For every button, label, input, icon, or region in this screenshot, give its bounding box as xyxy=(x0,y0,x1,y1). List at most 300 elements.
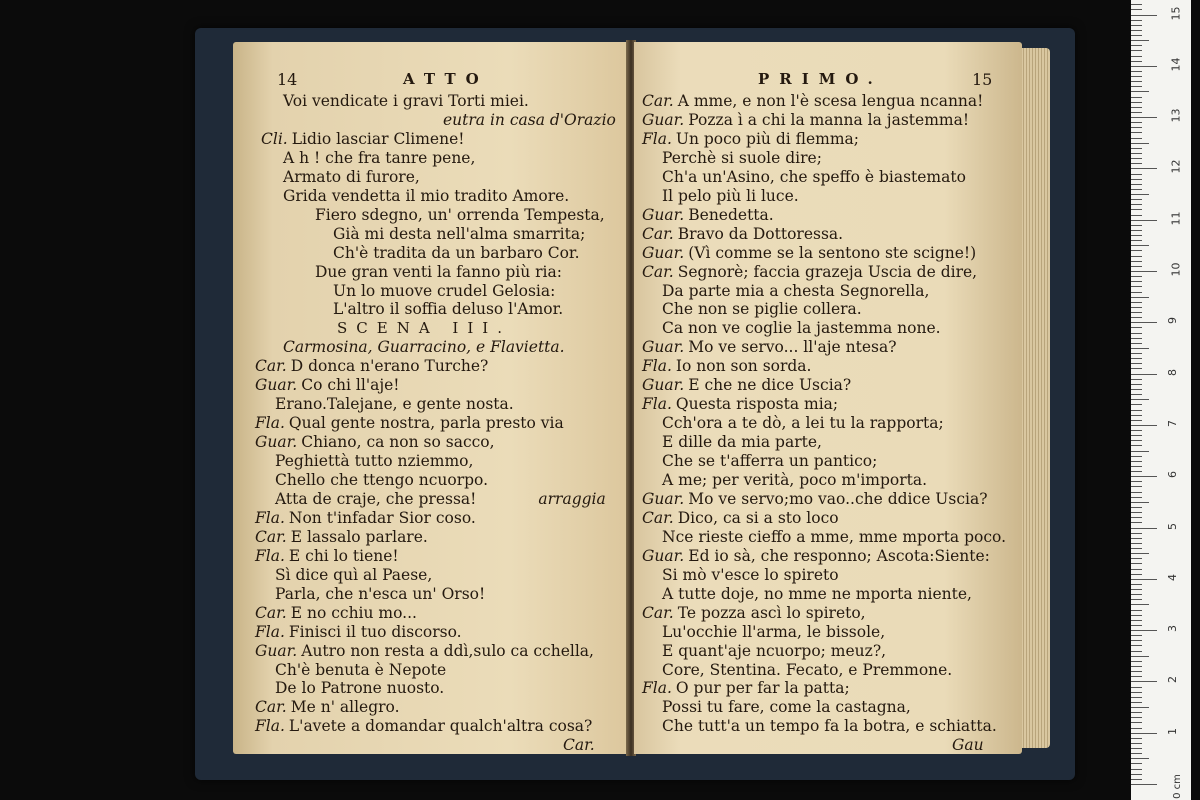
ruler-number: 3 xyxy=(1166,625,1179,633)
text-line xyxy=(333,244,580,263)
ruler-tick xyxy=(1131,461,1142,462)
ruler-tick xyxy=(1131,76,1142,77)
page-edges xyxy=(1018,48,1050,748)
ruler-tick xyxy=(1131,681,1157,682)
line-text: Da parte mia a chesta Segnorella, xyxy=(662,281,930,300)
ruler-tick xyxy=(1131,286,1142,287)
line-text: A me; per verità, poco m'importa. xyxy=(662,471,928,489)
text-line xyxy=(255,547,399,566)
ruler-tick xyxy=(1131,45,1142,46)
ruler-tick xyxy=(1131,779,1142,780)
text-line xyxy=(662,319,941,338)
ruler-tick xyxy=(1131,563,1142,564)
ruler-number: 5 xyxy=(1166,522,1179,530)
text-line xyxy=(315,263,562,282)
ruler-tick xyxy=(1131,712,1142,713)
ruler-tick xyxy=(1131,138,1142,139)
text-line xyxy=(662,433,822,452)
line-text: L'altro il soffia deluso l'Amor. xyxy=(333,300,564,319)
ruler-tick xyxy=(1131,245,1149,246)
ruler-tick xyxy=(1131,599,1142,600)
text-line xyxy=(662,452,877,471)
text-line xyxy=(563,736,595,754)
speaker-label: Car. xyxy=(642,603,674,622)
text-line xyxy=(275,585,485,604)
right-header xyxy=(634,70,1022,92)
text-line xyxy=(275,395,514,414)
line-text: (Vì comme se la sentono ste scigne!) xyxy=(688,243,977,262)
ruler-tick xyxy=(1131,692,1142,693)
speaker-label: Car. xyxy=(255,357,287,376)
ruler-tick xyxy=(1131,671,1142,672)
line-text: Autro non resta a ddì,sulo ca cchella, xyxy=(301,641,594,660)
ruler-tick xyxy=(1131,558,1142,559)
line-text: O pur per far la patta; xyxy=(675,679,850,698)
text-line xyxy=(337,319,511,338)
line-text: Car. xyxy=(563,736,595,754)
ruler-tick xyxy=(1131,127,1142,128)
ruler-tick xyxy=(1131,481,1142,482)
ruler-tick xyxy=(1131,466,1142,467)
ruler-number: 9 xyxy=(1166,317,1179,325)
ruler-tick xyxy=(1131,774,1142,775)
speaker-label: Car. xyxy=(642,92,674,110)
text-line xyxy=(261,130,465,149)
ruler-tick xyxy=(1131,399,1149,400)
text-line xyxy=(283,187,569,206)
ruler-tick xyxy=(1131,40,1149,41)
ruler-tick xyxy=(1131,425,1157,426)
ruler-tick xyxy=(1131,179,1142,180)
ruler-tick xyxy=(1131,297,1149,298)
speaker-label: Car. xyxy=(642,262,674,281)
speaker-label: Car. xyxy=(255,603,287,622)
ruler-tick xyxy=(1131,548,1142,549)
ruler-unit-label: 0 cm xyxy=(1171,774,1183,799)
line-text: Voi vendicate i gravi Torti miei. xyxy=(283,92,529,110)
text-line xyxy=(642,244,976,263)
line-text: Già mi desta nell'alma smarrita; xyxy=(333,224,586,243)
text-line xyxy=(275,679,444,698)
ruler-tick xyxy=(1131,784,1157,785)
ruler-tick xyxy=(1131,25,1142,26)
text-line xyxy=(662,471,927,490)
ruler-tick xyxy=(1131,728,1142,729)
ruler-tick xyxy=(1131,579,1157,580)
line-text: eutra in casa d'Orazio xyxy=(443,110,616,129)
stage-direction: arraggia xyxy=(538,489,606,508)
line-text: E dille da mia parte, xyxy=(662,433,822,452)
ruler-tick xyxy=(1131,317,1142,318)
line-text: Atta de craje, che pressa! xyxy=(275,489,477,508)
text-line xyxy=(662,528,1006,547)
ruler-tick xyxy=(1131,707,1149,708)
ruler-tick xyxy=(1131,763,1142,764)
ruler-tick xyxy=(1131,533,1142,534)
ruler-tick xyxy=(1131,307,1142,308)
ruler-tick xyxy=(1131,538,1142,539)
ruler-tick xyxy=(1131,215,1142,216)
speaker-label: Fla. xyxy=(255,717,285,736)
ruler-number: 11 xyxy=(1169,211,1183,226)
speaker-label: Fla. xyxy=(642,395,672,414)
ruler-tick xyxy=(1131,584,1142,585)
ruler-tick xyxy=(1131,733,1157,734)
ruler-tick xyxy=(1131,158,1142,159)
ruler-tick xyxy=(1131,497,1142,498)
line-text: Grida vendetta il mio tradito Amore. xyxy=(283,186,570,205)
text-line xyxy=(642,130,859,149)
line-text: Due gran venti la fanno più ria: xyxy=(315,262,562,281)
left-page xyxy=(233,42,629,754)
line-text: E no cchiu mo... xyxy=(290,603,417,622)
ruler-number: 15 xyxy=(1169,6,1183,20)
line-text: Ch'è tradita da un barbaro Cor. xyxy=(333,243,580,262)
ruler-number: 6 xyxy=(1166,471,1179,479)
ruler-tick xyxy=(1131,81,1142,82)
ruler-tick xyxy=(1131,194,1149,195)
ruler-tick xyxy=(1131,666,1142,667)
text-line xyxy=(275,471,488,490)
right-running-title: PRIMO. xyxy=(758,70,883,88)
ruler-tick xyxy=(1131,102,1142,103)
ruler-tick xyxy=(1131,394,1142,395)
text-line xyxy=(662,566,839,585)
text-line xyxy=(642,225,843,244)
ruler-number: 14 xyxy=(1169,57,1183,72)
line-text: A h ! che fra tanre pene, xyxy=(283,148,476,167)
ruler-number: 4 xyxy=(1166,573,1179,581)
line-text: A mme, e non l'è scesa lengua ncanna! xyxy=(677,92,984,110)
line-text: Mo ve servo;mo vao..che ddice Uscia? xyxy=(688,489,988,508)
speaker-label: Fla. xyxy=(255,546,285,565)
ruler-tick xyxy=(1131,348,1149,349)
ruler-tick xyxy=(1131,404,1142,405)
text-line xyxy=(952,736,984,754)
speaker-label: Fla. xyxy=(255,414,285,433)
ruler-tick xyxy=(1131,184,1142,185)
line-text: Core, Stentina. Fecato, e Premmone. xyxy=(662,660,953,679)
ruler-tick xyxy=(1131,589,1142,590)
line-text: Un lo muove crudel Gelosia: xyxy=(333,281,556,300)
line-text: Qual gente nostra, parla presto via xyxy=(288,414,564,433)
speaker-label: Guar. xyxy=(642,376,685,395)
text-line xyxy=(283,149,475,168)
ruler-tick xyxy=(1131,343,1142,344)
ruler-tick xyxy=(1131,66,1157,67)
ruler-tick xyxy=(1131,722,1142,723)
ruler-tick xyxy=(1131,97,1142,98)
text-line xyxy=(662,585,972,604)
line-text: Ed io sà, che responno; Ascota:Siente: xyxy=(688,546,990,565)
ruler-tick xyxy=(1131,630,1157,631)
text-line xyxy=(642,509,839,528)
ruler-tick xyxy=(1131,769,1142,770)
ruler-number: 8 xyxy=(1166,368,1179,376)
speaker-label: Guar. xyxy=(255,641,298,660)
ruler-tick xyxy=(1131,61,1142,62)
ruler-tick xyxy=(1131,522,1142,523)
text-line xyxy=(255,376,400,395)
ruler-tick xyxy=(1131,322,1157,323)
text-line xyxy=(283,338,565,357)
ruler-number: 12 xyxy=(1169,159,1183,174)
ruler-tick xyxy=(1131,250,1142,251)
line-text: E chi lo tiene! xyxy=(288,546,399,565)
ruler-tick xyxy=(1131,717,1142,718)
line-text: Erano.Talejane, e gente nosta. xyxy=(275,395,514,414)
ruler-tick xyxy=(1131,430,1142,431)
ruler-tick xyxy=(1131,569,1142,570)
ruler-number: 10 xyxy=(1169,262,1183,277)
ruler-tick xyxy=(1131,204,1142,205)
ruler-tick xyxy=(1131,327,1142,328)
ruler-tick xyxy=(1131,235,1142,236)
ruler-number: 2 xyxy=(1166,676,1179,684)
right-page xyxy=(634,42,1022,754)
line-text: Mo ve servo... ll'aje ntesa? xyxy=(688,338,897,357)
ruler-tick xyxy=(1131,676,1142,677)
ruler-tick xyxy=(1131,189,1142,190)
text-line xyxy=(642,679,850,698)
ruler-tick xyxy=(1131,230,1142,231)
line-text: Ca non ve coglie la jastemma none. xyxy=(662,319,941,338)
ruler-tick xyxy=(1131,543,1142,544)
ruler-tick xyxy=(1131,507,1142,508)
line-text: Che se t'afferra un pantico; xyxy=(662,452,878,471)
ruler-tick xyxy=(1131,358,1142,359)
text-line xyxy=(333,282,555,301)
ruler-tick xyxy=(1131,615,1142,616)
line-text: Si mò v'esce lo spireto xyxy=(662,565,839,584)
ruler-tick xyxy=(1131,256,1142,257)
line-text: Segnorè; faccia grazeja Uscia de dire, xyxy=(677,262,978,281)
line-text: Chello che ttengo ncuorpo. xyxy=(275,471,489,489)
text-line xyxy=(443,111,616,130)
line-text: Fiero sdegno, un' orrenda Tempesta, xyxy=(315,205,605,224)
text-line xyxy=(255,528,428,547)
line-text: Sì dice quì al Paese, xyxy=(275,565,433,584)
line-text: Un poco più di flemma; xyxy=(675,129,860,148)
text-line xyxy=(255,604,417,623)
ruler-tick xyxy=(1131,410,1142,411)
ruler-tick xyxy=(1131,379,1142,380)
ruler-tick xyxy=(1131,517,1142,518)
text-line xyxy=(255,698,400,717)
ruler-tick xyxy=(1131,456,1142,457)
text-line xyxy=(255,623,462,642)
line-text: Lidio lasciar Climene! xyxy=(291,129,465,148)
text-line xyxy=(642,490,988,509)
ruler-tick xyxy=(1131,4,1142,5)
ruler-tick xyxy=(1131,697,1142,698)
measuring-ruler xyxy=(1131,0,1191,800)
speaker-label: Guar. xyxy=(255,433,298,452)
ruler-tick xyxy=(1131,117,1157,118)
ruler-tick xyxy=(1131,651,1142,652)
ruler-tick xyxy=(1131,91,1149,92)
ruler-tick xyxy=(1131,338,1142,339)
ruler-tick xyxy=(1131,163,1142,164)
line-text: Chiano, ca non so sacco, xyxy=(301,433,495,452)
text-line xyxy=(662,414,944,433)
ruler-tick xyxy=(1131,435,1142,436)
ruler-tick xyxy=(1131,363,1142,364)
ruler-tick xyxy=(1131,415,1142,416)
line-text: Finisci il tuo discorso. xyxy=(288,622,462,641)
ruler-tick xyxy=(1131,553,1149,554)
text-line xyxy=(275,566,432,585)
line-text: Dico, ca si a sto loco xyxy=(677,508,839,527)
line-text: Gau xyxy=(952,736,984,754)
ruler-tick xyxy=(1131,168,1157,169)
text-line xyxy=(642,338,897,357)
text-line xyxy=(642,376,851,395)
line-text: Nce rieste cieffo a mme, mme mporta poco. xyxy=(662,527,1007,546)
speaker-label: Fla. xyxy=(642,679,672,698)
speaker-label: Fla. xyxy=(642,357,672,376)
line-text: Ch'a un'Asino, che speffo è biastemato xyxy=(662,167,966,186)
ruler-tick xyxy=(1131,445,1142,446)
ruler-tick xyxy=(1131,656,1149,657)
ruler-tick xyxy=(1131,604,1149,605)
ruler-tick xyxy=(1131,574,1142,575)
text-line xyxy=(275,490,606,509)
text-line xyxy=(642,604,866,623)
speaker-label: Car. xyxy=(642,224,674,243)
speaker-label: Guar. xyxy=(255,376,298,395)
line-text: Lu'occhie ll'arma, le bissole, xyxy=(662,622,886,641)
ruler-tick xyxy=(1131,292,1142,293)
text-line xyxy=(662,168,966,187)
text-line xyxy=(255,509,476,528)
line-text: De lo Patrone nuosto. xyxy=(275,679,445,698)
speaker-label: Fla. xyxy=(255,622,285,641)
text-line xyxy=(255,433,495,452)
text-line xyxy=(662,187,799,206)
text-line xyxy=(333,300,563,319)
speaker-label: Guar. xyxy=(642,205,685,224)
text-line xyxy=(275,452,473,471)
line-text: E lassalo parlare. xyxy=(290,527,428,546)
line-text: Armato di furore, xyxy=(283,167,420,186)
ruler-tick xyxy=(1131,620,1142,621)
text-line xyxy=(642,206,774,225)
ruler-tick xyxy=(1131,276,1142,277)
ruler-tick xyxy=(1131,420,1142,421)
speaker-label: Guar. xyxy=(642,546,685,565)
ruler-tick xyxy=(1131,261,1142,262)
ruler-tick xyxy=(1131,240,1142,241)
ruler-number: 7 xyxy=(1166,419,1179,427)
ruler-tick xyxy=(1131,502,1149,503)
ruler-tick xyxy=(1131,266,1142,267)
ruler-tick xyxy=(1131,594,1142,595)
ruler-tick xyxy=(1131,635,1142,636)
line-text: Co chi ll'aje! xyxy=(301,376,400,395)
ruler-tick xyxy=(1131,384,1142,385)
text-line xyxy=(255,642,594,661)
ruler-number: 1 xyxy=(1166,727,1179,735)
text-line xyxy=(642,92,983,111)
ruler-tick xyxy=(1131,271,1157,272)
ruler-tick xyxy=(1131,758,1149,759)
ruler-tick xyxy=(1131,353,1142,354)
ruler-tick xyxy=(1131,30,1142,31)
text-line xyxy=(255,414,564,433)
line-text: E che ne dice Uscia? xyxy=(688,376,852,395)
line-text: Il pelo più li luce. xyxy=(662,186,799,205)
ruler-tick xyxy=(1131,753,1142,754)
ruler-tick xyxy=(1131,122,1142,123)
text-line xyxy=(662,282,929,301)
left-running-title: ATTO xyxy=(403,70,489,88)
ruler-tick xyxy=(1131,209,1142,210)
ruler-tick xyxy=(1131,9,1142,10)
text-line xyxy=(642,357,811,376)
speaker-label: Guar. xyxy=(642,489,685,508)
ruler-tick xyxy=(1131,50,1142,51)
ruler-number: 13 xyxy=(1169,108,1183,123)
text-line xyxy=(333,225,585,244)
ruler-tick xyxy=(1131,35,1142,36)
ruler-tick xyxy=(1131,112,1142,113)
ruler-tick xyxy=(1131,661,1142,662)
line-text: Peghiettà tutto nziemmo, xyxy=(275,452,474,471)
text-line xyxy=(283,92,529,111)
ruler-tick xyxy=(1131,281,1142,282)
ruler-tick xyxy=(1131,440,1142,441)
line-text: Pozza ì a chi la manna la jastemma! xyxy=(688,110,970,129)
ruler-tick xyxy=(1131,15,1157,16)
text-line xyxy=(642,263,977,282)
speaker-label: Car. xyxy=(642,508,674,527)
line-text: A tutte doje, no mme ne mporta niente, xyxy=(662,584,972,603)
line-text: Ch'è benuta è Nepote xyxy=(275,660,447,679)
line-text: Cch'ora a te dò, a lei tu la rapporta; xyxy=(662,414,944,433)
line-text: SCENA III. xyxy=(337,319,511,338)
text-line xyxy=(662,698,911,717)
text-line xyxy=(255,357,488,376)
text-line xyxy=(662,642,886,661)
line-text: Io non son sorda. xyxy=(675,357,812,376)
ruler-tick xyxy=(1131,302,1142,303)
ruler-tick xyxy=(1131,220,1157,221)
text-line xyxy=(662,623,885,642)
ruler-tick xyxy=(1131,312,1142,313)
speaker-label: Guar. xyxy=(642,110,685,129)
line-text: Che non se piglie collera. xyxy=(662,300,862,319)
ruler-tick xyxy=(1131,748,1142,749)
speaker-label: Guar. xyxy=(642,338,685,357)
ruler-tick xyxy=(1131,71,1142,72)
speaker-label: Car. xyxy=(255,527,287,546)
speaker-label: Car. xyxy=(255,698,287,717)
text-line xyxy=(642,395,838,414)
ruler-tick xyxy=(1131,389,1142,390)
ruler-tick xyxy=(1131,107,1142,108)
line-text: Parla, che n'esca un' Orso! xyxy=(275,584,486,603)
ruler-tick xyxy=(1131,333,1142,334)
ruler-tick xyxy=(1131,640,1142,641)
ruler-tick xyxy=(1131,374,1157,375)
ruler-tick xyxy=(1131,174,1142,175)
ruler-tick xyxy=(1131,738,1142,739)
line-text: Me n' allegro. xyxy=(290,698,400,717)
ruler-tick xyxy=(1131,476,1157,477)
text-line xyxy=(662,149,822,168)
line-text: Che tutt'a un tempo fa la botra, e schiatta. xyxy=(662,717,997,736)
